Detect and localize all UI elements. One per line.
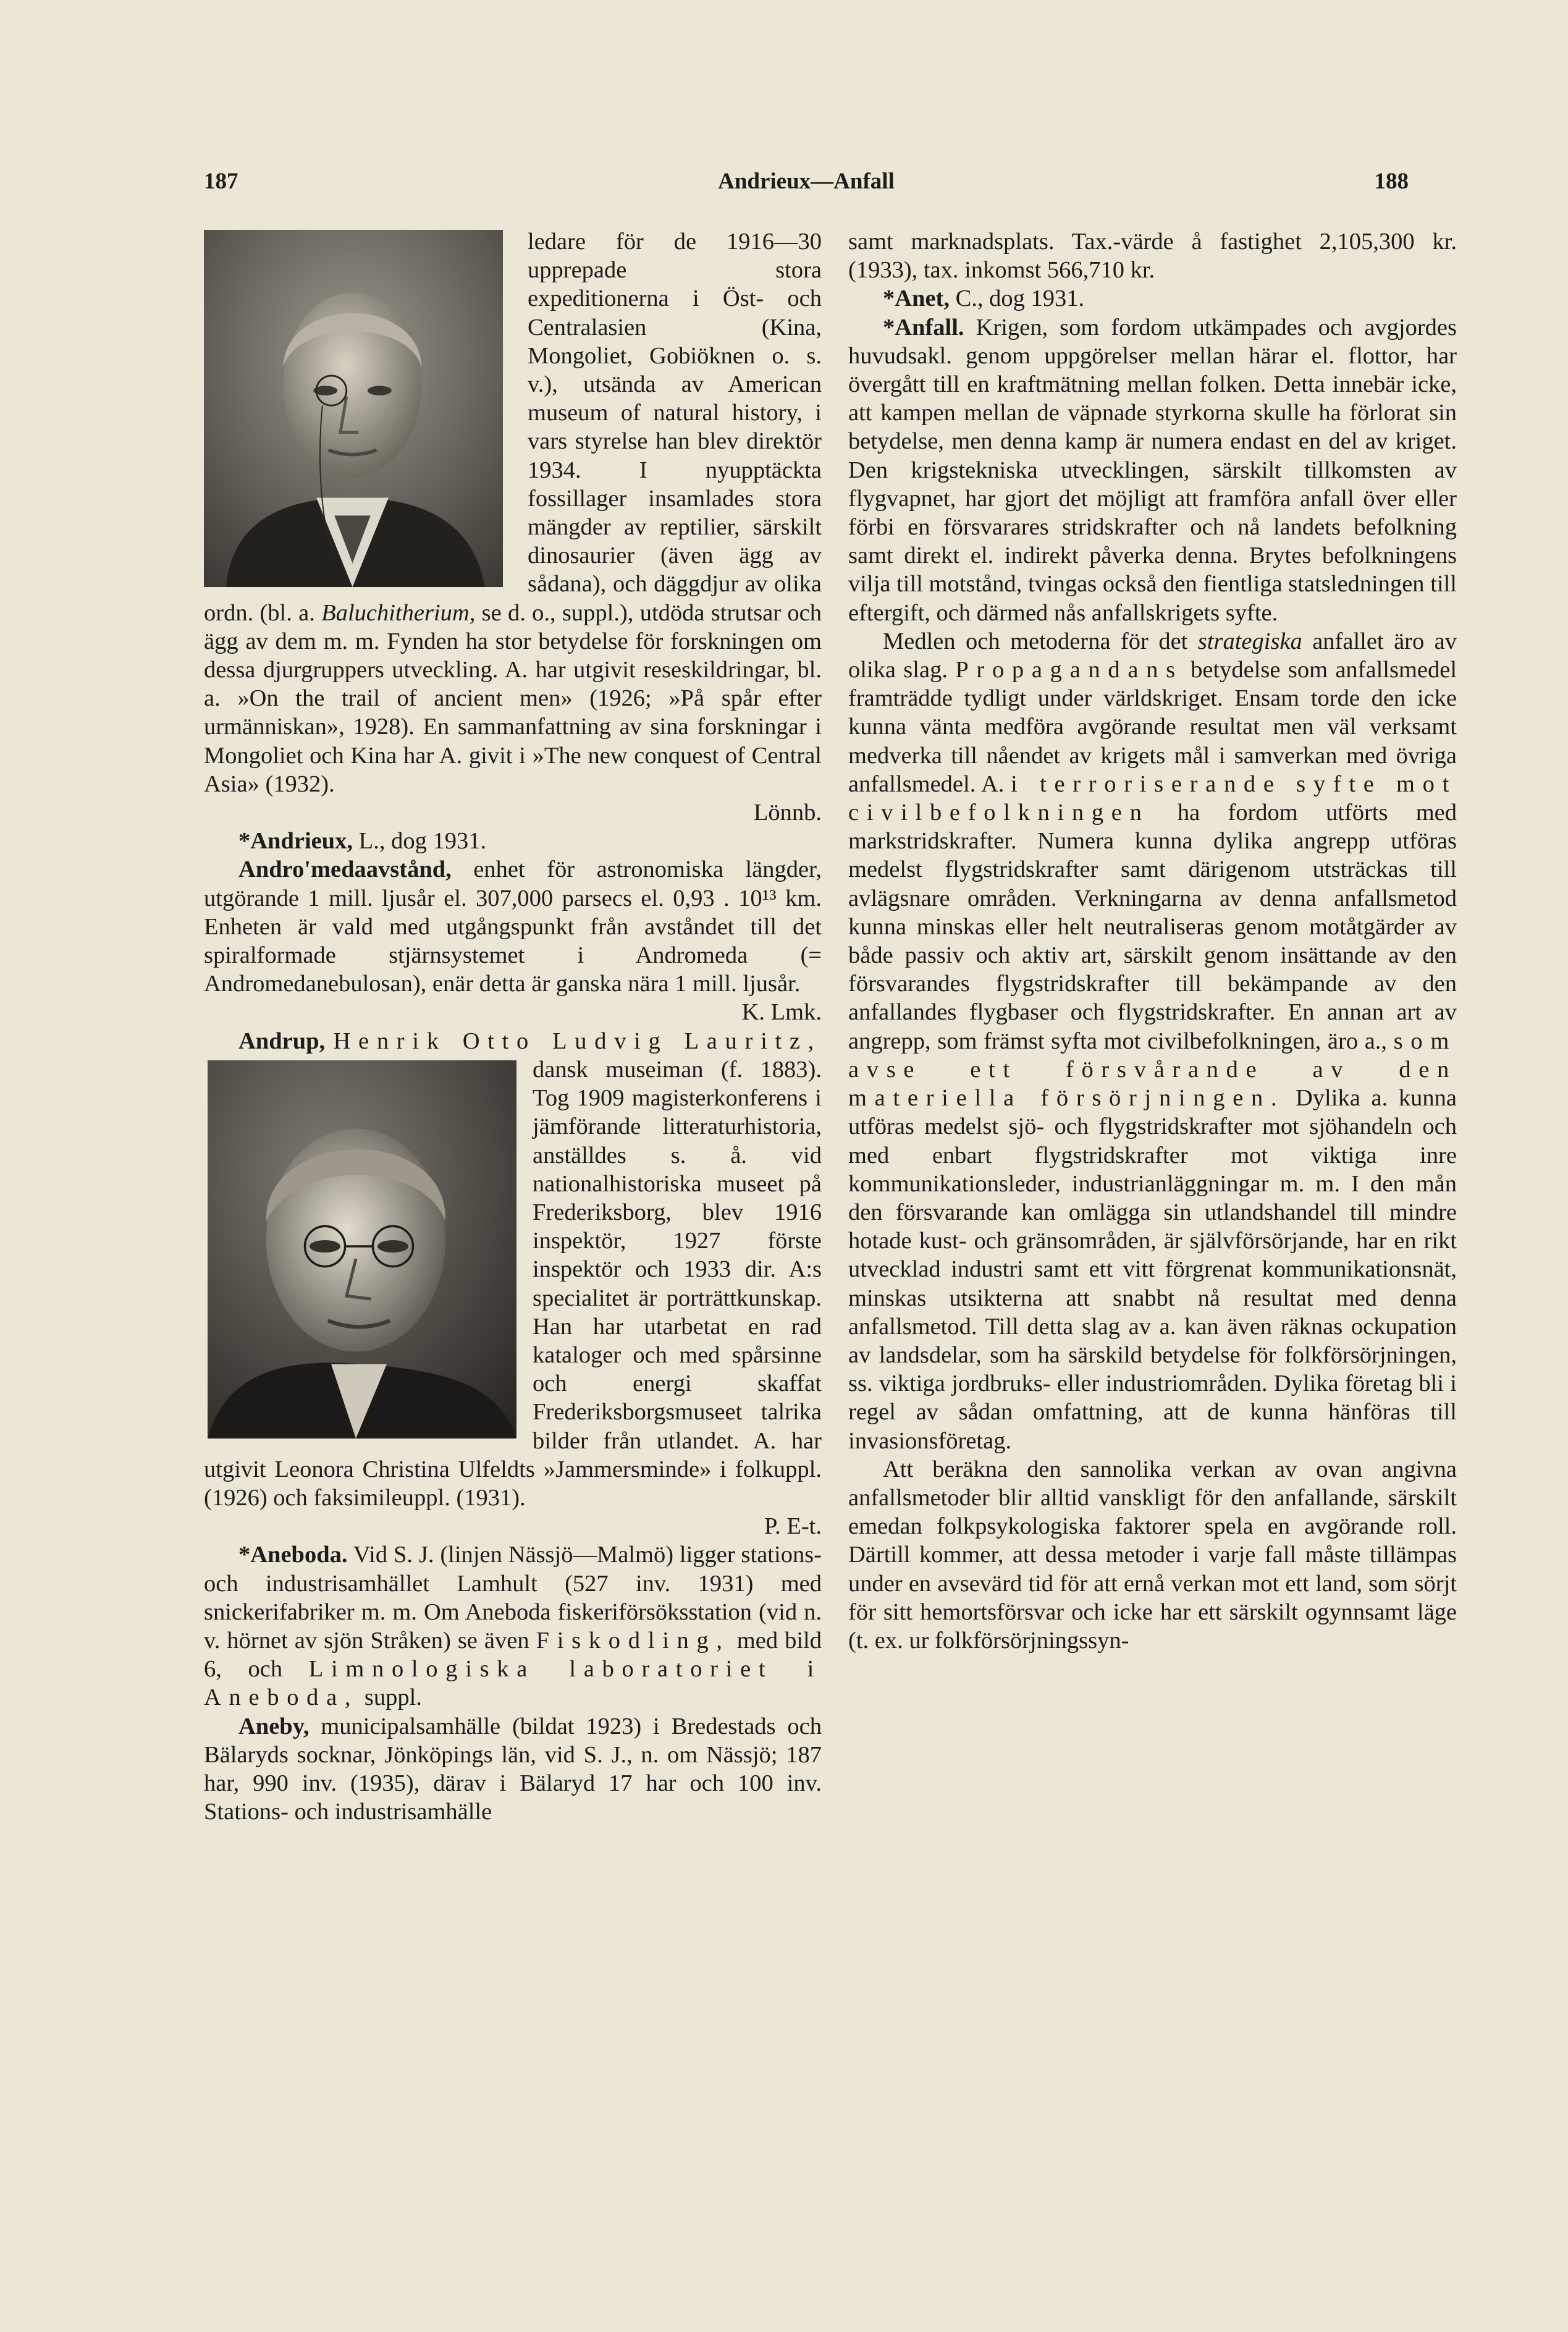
- signature-klmk: K. Lmk.: [741, 999, 822, 1026]
- left-column: [204, 227, 822, 2316]
- entry-andromedaavstand: Andro'medaavstånd, enhet för astronomiska längder, utgörande 1 mill. ljusår el. 307,000 parsecs el. 0,93 . 10¹³ km. Enheten är vald med utgångspunkt från avståndet till det spiralformade stjärnsystemet i Andromeda (= Andromedanebulosan), enär detta är ganska nära 1 mill. ljusår. K. Lmk.: [204, 855, 822, 1026]
- entry-aneby: Aneby, municipalsamhälle (bildat 1923) i Bredestads och Bälaryds socknar, Jönköpings län, vid S. J., n. om Nässjö; 187 har, 990 inv. (1935), därav i Bälaryd 17 har och 100 inv. Stations- och industrisamhälle: [204, 1713, 822, 1825]
- aneby-entry-continuation: samt marknadsplats. Tax.-värde å fastighet 2,105,300 kr. (1933), tax. inkomst 566,710 kr.: [848, 229, 1457, 284]
- anfall-paragraph-2: Medlen och metoderna för det strategiska anfallet äro av olika slag. Propagandans betydelse som anfallsmedel framträdde tydligt under världskriget. Ensam torde den icke kunna vänta medföra avgörande resultat men väl verksamt medverka till nåendet av krigets mål i samverkan med övriga anfallsmedel. A. i terroriserande syfte mot civilbefolkningen ha fordom utförts med markstridskrafter. Numera kunna dylika angrepp utföras medelst flygstridskrafter samt därigenom utsträckas till avlägsnare områden. Verkningarna av denna anfallsmetod kunna minskas eller helt neutraliseras genom motåtgärder av både passiv och aktiv art, särskilt genom insättande av den försvarandes flygstridskrafter till bekämpande av den anfallandes flygbaser och flygstridskrafter. En annan art av angrepp, som främst syfta mot civilbefolkningen, äro a., som avse ett försvårande av den materiella försörjningen. Dylika a. kunna utföras medelst sjö- och flygstridskrafter mot sjöhandeln och med enbart flygstridskrafter mot viktiga inre kommunikationsleder, industrianläggningar m. m. I den mån den försvarande kan omlägga sin utlandshandel till mindre hotade kust- och gränsområden, är självförsörjande, har en rikt utvecklad industri samt ett vitt förgrenat kommunikationsnät, minskas utsikterna att snabbt nå resultat med denna anfallsmetod. Till detta slag av a. kan även räknas ockupation av landsdelar, som ha särskild betydelse för folkförsörjningen, ss. viktiga jordbruks- eller industriområden. Dylika företag bli i regel av sådan omfattning, att de kunna hänföras till invasionsföretag.: [848, 628, 1457, 1454]
- anfall-paragraph-3: Att beräkna den sannolika verkan av ovan angivna anfallsmetoder blir alltid vanskligt för den anfallande, särskilt emedan folkpsykologiska faktorer spela en avgörande roll. Därtill kommer, att dessa metoder i varje fall måste tillämpas under en avsevärd tid för att ernå verkan mot ett land, som sörjt för sitt hemortsförsvar och icke har ett särskilt ogynnsamt läge (t. ex. ur folkförsörjningssyn-: [848, 1456, 1457, 1654]
- term-forsorjningen: som avse ett försvårande av den materiella försörjningen.: [848, 1028, 1457, 1112]
- headword-anfall: *Anfall.: [883, 314, 964, 340]
- entry-andrieux: *Andrieux, L., dog 1931.: [238, 828, 487, 855]
- term-propagandans: Propagandans: [955, 657, 1183, 683]
- entry-aneboda: *Aneboda. Vid S. J. (linjen Nässjö—Malmö) ligger stations- och industrisamhället Lamhult (527 inv. 1931) med snickerifabriker m. m. Om Aneboda fiskeriförsöksstation (vid n. v. hörnet av sjön Stråken) se även Fiskodling, med bild 6, och Limnologiska laboratoriet i Aneboda, suppl.: [204, 1542, 822, 1711]
- signature-pet: P. E-t.: [764, 1513, 822, 1540]
- entry-andrup: Andrup, Henrik Otto Ludvig Lauritz, dansk museiman (f. 1883). Tog 1909 magisterkonferens i jämförande litteraturhistoria, anställdes s. å. vid nationalhistoriska museet på Frederiksborg, blev 1916 inspektör, 1927 förste inspektör och 1933 dir. A:s specialitet är porträttkunskap. Han har utarbetat en rad kataloger och med spårsinne och energi skaffat Frederiksborgsmuseet talrika bilder från utlandet. A. har utgivit Leonora Christina Ulfeldts »Jammersminde» i folkuppl. (1926) och faksimileuppl. (1931). P. E-t.: [204, 1027, 822, 1541]
- aneboda-ref-limnologiska: Limnologiska laboratoriet i Aneboda,: [204, 1656, 822, 1711]
- signature-lonnb: Lönnb.: [753, 800, 822, 826]
- andrup-full-name: Henrik Otto Ludvig Lauritz,: [333, 1028, 822, 1054]
- page-header: [204, 168, 1409, 205]
- portrait-andrup: [208, 1060, 516, 1438]
- entry-anet: *Anet, C., dog 1931.: [883, 285, 1085, 312]
- headword-andrup: Andrup,: [238, 1028, 326, 1054]
- right-column: [848, 227, 1457, 2316]
- aneboda-ref-fiskodling: Fiskodling,: [536, 1627, 730, 1654]
- headword-andromedaavstand: Andro'medaavstånd,: [238, 856, 452, 883]
- headword-aneby: Aneby,: [238, 1713, 310, 1739]
- term-terroriserande: i terroriserande syfte mot civilbefolkningen: [848, 771, 1457, 826]
- page-number-right: 188: [1374, 169, 1409, 194]
- page-number-left: 187: [204, 169, 238, 194]
- andrews-entry-continuation: ledare för de 1916—30 upprepade stora expeditionerna i Öst- och Centralasien (Kina, Mongoliet, Gobiöknen o. s. v.), utsända av American museum of natural history, i vars styrelse han blev direktör 1934. I nyupptäckta fossillager insamlades stora mängder av reptilier, särskilt dinosaurier (även ägg av sådana), och däggdjur av olika ordn. (bl. a. Baluchitherium, se d. o., suppl.), utdöda strutsar och ägg av dem m. m. Fynden ha stor betydelse för forskningen om dessa djurgruppers utveckling. A. har utgivit reseskildringar, bl. a. »On the trail of ancient men» (1926; »På spår efter urmänniskan», 1928). En sammanfattning av sina forskningar i Mongoliet och Kina har A. givit i »The new conquest of Central Asia» (1932). Lönnb.: [204, 227, 822, 827]
- headword-aneboda: *Aneboda.: [238, 1542, 348, 1568]
- running-title: Andrieux—Anfall: [718, 169, 895, 194]
- headword-andrieux: *Andrieux,: [238, 828, 353, 855]
- portrait-andrews: [204, 230, 503, 587]
- headword-anet: *Anet,: [883, 285, 950, 312]
- entry-anfall: *Anfall. Krigen, som fordom utkämpades och avgjordes huvudsakl. genom uppgörelser mellan härar el. flottor, har övergått till en kraftmätning mellan folken. Detta innebär icke, att kampen mellan de väpnade styrkorna skulle ha förlorat sin betydelse, men denna kamp är numera endast en del av kriget. Den krigstekniska utvecklingen, särskilt tillkomsten av flygvapnet, har gjort det möjligt att framföra anfall över eller förbi en försvarares stridskrafter och nå landets befolkning samt direkt el. indirekt påverka denna. Brytes befolkningens vilja till motstånd, tvingas också den fientliga statsledningen till eftergift, och därmed nås anfallskrigets syfte.: [848, 314, 1457, 626]
